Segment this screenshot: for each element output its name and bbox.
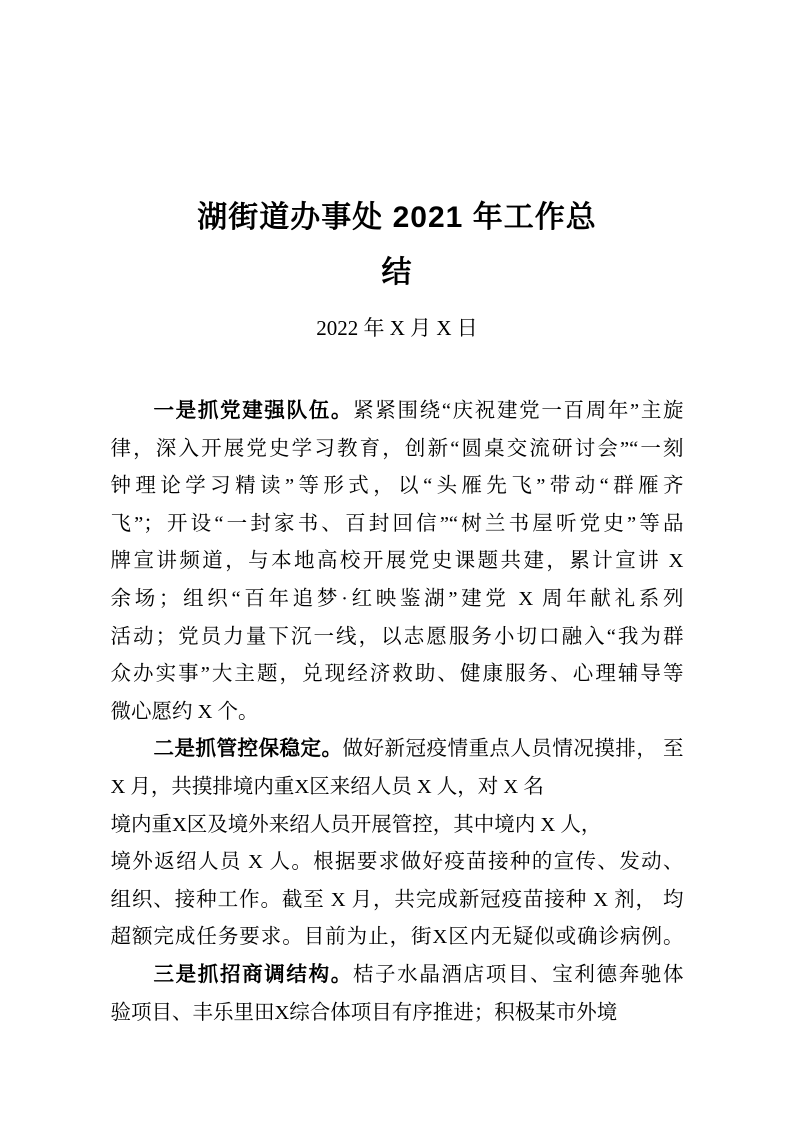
text-line: 众办实事”大主题，兑现经济救助、健康服务、心理辅导等 [110, 663, 684, 686]
text-line: 一是抓党建强队伍。紧紧围绕“庆祝建党一百周年”主旋 [153, 400, 684, 422]
document-title [111, 190, 684, 300]
text-line: 验项目、丰乐里田X综合体项目有序推进；积极某市外境 [110, 1001, 618, 1024]
text-line: 二是抓管控保稳定。做好新冠疫情重点人员情况摸排， 至 [153, 738, 684, 761]
text-line: 三是抓招商调结构。桔子水晶酒店项目、宝利德奔驰体 [153, 963, 684, 986]
paragraph [111, 957, 684, 1032]
text-line: 牌宣讲频道，与本地高校开展党史课题共建，累计宣讲 X [110, 550, 684, 573]
text-line: 律，深入开展党史学习教育，创新“圆桌交流研讨会”“一刻 [110, 437, 684, 460]
text-line: 境内重X区及境外来绍人员开展管控，其中境内 X 人， [110, 813, 602, 836]
text-line: 微心愿约 X 个。 [110, 700, 259, 723]
text-line: 余场；组织“百年追梦·红映鉴湖”建党 X 周年献礼系列 [110, 587, 684, 610]
paragraph-lead: 二是抓管控保稳定。 [153, 738, 343, 761]
text-line: 钟理论学习精读”等形式，以“头雁先飞”带动“群雁齐 [110, 475, 684, 498]
text-line: 飞”；开设“一封家书、百封回信”“树兰书屋听党史”等品 [110, 512, 684, 535]
paragraph [111, 731, 684, 957]
title-line-1: 湖街道办事处 2021 年工作总 [197, 201, 597, 234]
text-line: 境外返绍人员 X 人。根据要求做好疫苗接种的宣传、发动、 [110, 851, 684, 874]
document-date: 2022 年 X 月 X 日 [316, 316, 478, 340]
text-line: X 月，共摸排境内重X区来绍人员 X 人，对 X 名 [110, 775, 544, 798]
title-line-2: 结 [381, 256, 413, 289]
text-line: 活动；党员力量下沉一线，以志愿服务小切口融入“我为群 [110, 625, 684, 648]
document-body [111, 393, 684, 1032]
text-line: 超额完成任务要求。目前为止，街X区内无疑似或确诊病例。 [110, 926, 684, 949]
document-content [111, 190, 684, 1032]
text-line: 组织、接种工作。截至 X 月，共完成新冠疫苗接种 X 剂， 均 [110, 888, 684, 911]
paragraph [111, 393, 684, 731]
paragraph-lead: 三是抓招商调结构。 [153, 963, 353, 986]
paragraph-lead: 一是抓党建强队伍。 [153, 400, 354, 422]
